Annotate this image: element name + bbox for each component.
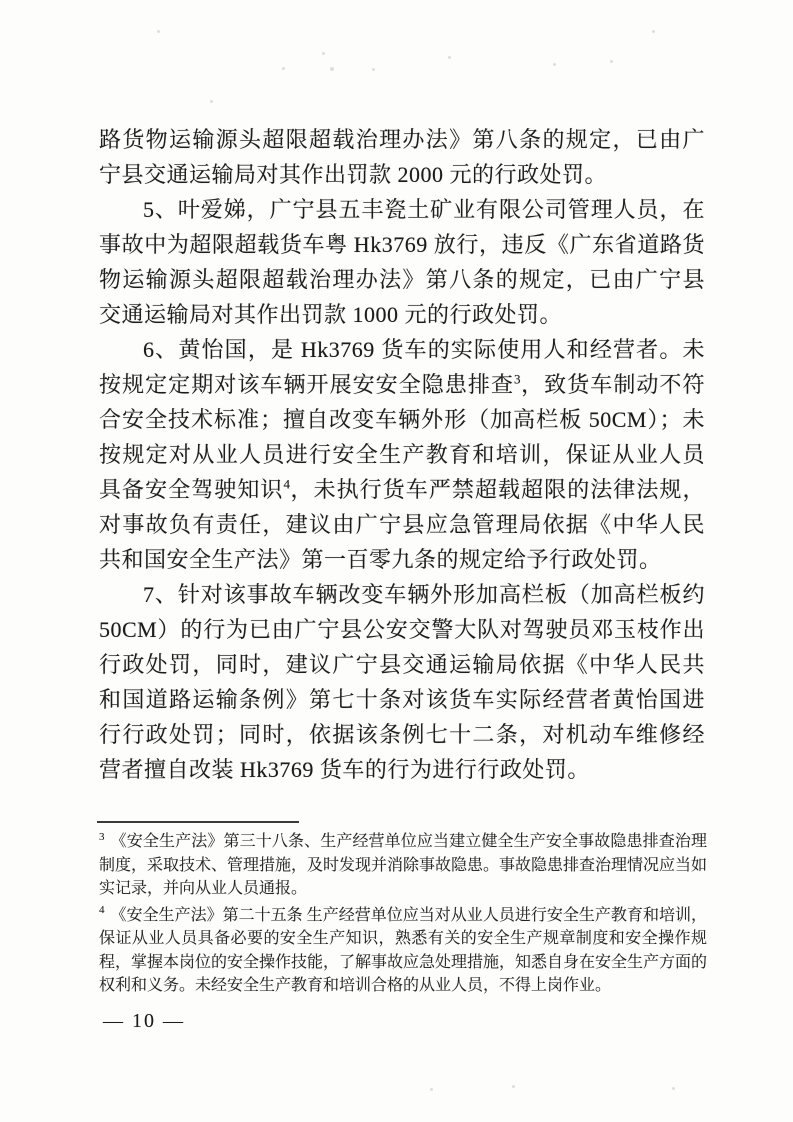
footnote-3-marker: 3 (99, 830, 105, 843)
paragraph-item-6-text: ，致货车制动不符合安全技术标准；擅自改变车辆外形（加高栏板 50CM）；未按规定对从业人员进行安全生产教育和培训，保证从业人员具备安全驾驶知识 (99, 372, 705, 502)
scan-noise-speck (330, 67, 334, 71)
scan-noise-speck (157, 30, 160, 33)
paragraph-item-6 (99, 332, 705, 577)
scan-noise-speck (652, 30, 655, 33)
scan-noise-speck (610, 60, 613, 63)
scan-noise-speck (372, 68, 375, 71)
scan-noise-speck (512, 1085, 515, 1088)
paragraph-item-5: 5、叶爱娣，广宁县五丰瓷土矿业有限公司管理人员，在事故中为超限超载货车粤 Hk3769 放行，违反《广东省道路货物运输源头超限超载治理办法》第八条的规定，已由广宁县交通运输局对其作出罚款 1000 元的行政处罚。 (99, 197, 705, 327)
paragraph-continuation: 路货物运输源头超限超载治理办法》第八条的规定，已由广宁县交通运输局对其作出罚款 2000 元的行政处罚。 (99, 127, 705, 187)
scan-noise-speck (672, 1087, 675, 1090)
footnote-3-text: 《安全生产法》第三十八条、生产经营单位应当建立健全生产安全事故隐患排查治理制度，采取技术、管理措施，及时发现并消除事故隐患。事故隐患排查治理情况应当如实记录，并向从业人员通报。 (99, 833, 708, 897)
footnote-3 (99, 830, 707, 901)
footnotes-section (99, 830, 707, 1001)
scan-noise-speck (448, 56, 451, 59)
paragraph-item-6-text: 6、黄怡国，是 Hk3769 货车的实际使用人和经营者。未按规定定期对该车辆开展安安全隐患排查 (99, 337, 705, 397)
footnote-4 (99, 904, 707, 998)
paragraph-item-7: 7、针对该事故车辆改变车辆外形加高栏板（加高栏板约 50CM）的行为已由广宁县公安交警大队对驾驶员邓玉枝作出行政处罚，同时，建议广宁县交通运输局依据《中华人民共和国道路运输条例》第七十条对该货车实际经营者黄怡国进行行政处罚；同时，依据该条例七十二条，对机动车维修经营者擅自改装 Hk3769 货车的行为进行行政处罚。 (99, 582, 705, 782)
paragraph-item-6-text: ，未执行货车严禁超载超限的法律法规，对事故负有责任，建议由广宁县应急管理局依据《中华人民共和国安全生产法》第一百零九条的规定给予行政处罚。 (99, 477, 705, 572)
scan-noise-speck (553, 63, 556, 66)
footnote-reference-3: 3 (514, 371, 521, 387)
footnote-4-marker: 4 (99, 904, 105, 917)
footnote-divider (97, 821, 299, 823)
scan-noise-speck (430, 1088, 433, 1091)
page-number: — 10 — (103, 1010, 185, 1032)
scan-noise-speck (210, 100, 213, 103)
scan-noise-speck (322, 52, 325, 55)
scan-noise-speck (282, 67, 285, 70)
footnote-4-text: 《安全生产法》第二十五条 生产经营单位应当对从业人员进行安全生产教育和培训，保证从业人员具备必要的安全生产知识，熟悉有关的安全生产规章制度和安全操作规程，掌握本岗位的安全操作技能，了解事故应急处理措施，知悉自身在安全生产方面的权利和义务。未经安全生产教育和培训合格的从业人员，不得上岗作业。 (99, 906, 708, 994)
footnote-reference-4: 4 (283, 476, 290, 492)
document-body (99, 122, 705, 787)
